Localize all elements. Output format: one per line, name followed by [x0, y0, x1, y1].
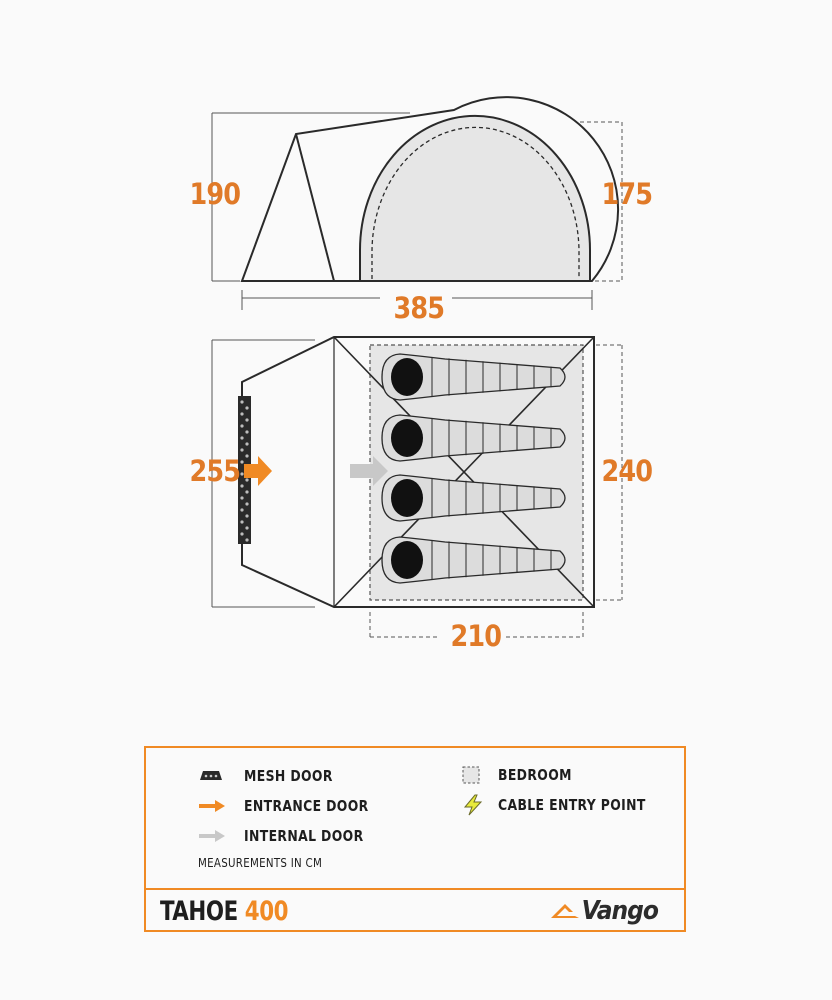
dim-length-total: 385: [393, 291, 445, 325]
sleeping-bag-head: [391, 358, 423, 396]
product-name: TAHOE: [160, 896, 238, 927]
legend-label-entrance-door: ENTRANCE DOOR: [244, 797, 369, 815]
legend-item-entrance-door: [198, 796, 379, 816]
brand-logo: [551, 898, 658, 924]
lightning-bolt-icon: [462, 794, 484, 816]
legend-item-cable-entry: [462, 795, 659, 815]
side-view: [212, 97, 622, 310]
legend-box: [144, 746, 686, 932]
dim-width-front: 255: [189, 454, 241, 488]
legend-label-bedroom: BEDROOM: [498, 766, 572, 784]
sleeping-bag-head: [391, 419, 423, 457]
product-title: [160, 896, 288, 927]
dim-length-bedroom: 210: [450, 619, 502, 653]
dim-width-bedroom: 240: [601, 454, 653, 488]
entrance-door-arrow-icon: [198, 799, 226, 813]
legend-item-bedroom: [462, 765, 578, 785]
brand-mountain-icon: [551, 903, 581, 919]
sleeping-bag-head: [391, 479, 423, 517]
product-model: 400: [244, 896, 289, 927]
legend-divider: [146, 888, 684, 890]
dim-height-front: 190: [189, 177, 241, 211]
legend-item-mesh-door: [198, 766, 341, 786]
internal-door-arrow-icon: [198, 829, 226, 843]
mesh-door-icon: [198, 770, 224, 782]
sleeping-bag-head: [391, 541, 423, 579]
legend-item-internal-door: [198, 826, 374, 846]
brand-text: Vango: [581, 896, 658, 926]
measurements-note: MEASUREMENTS IN CM: [198, 856, 323, 870]
legend-label-mesh-door: MESH DOOR: [244, 767, 333, 785]
legend-label-cable-entry: CABLE ENTRY POINT: [498, 796, 646, 814]
dim-height-rear: 175: [601, 177, 653, 211]
legend-label-internal-door: INTERNAL DOOR: [244, 827, 364, 845]
bedroom-square-icon: [462, 766, 480, 784]
